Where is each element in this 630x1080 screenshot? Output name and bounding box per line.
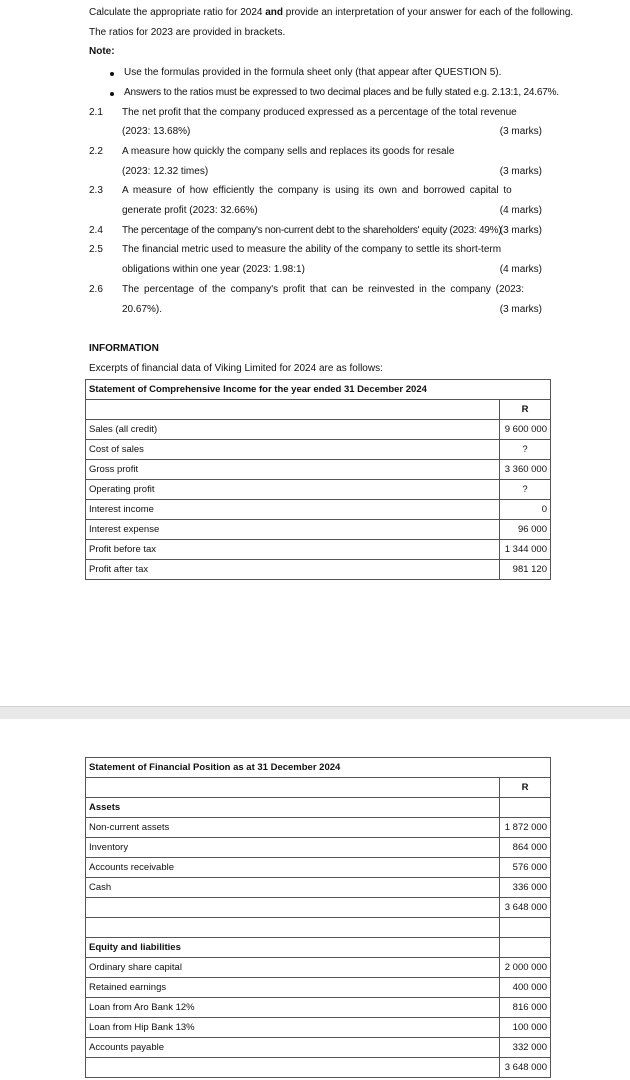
table-row bbox=[86, 540, 551, 560]
question-text: generate profit (2023: 32.66%) bbox=[122, 205, 258, 216]
table-row bbox=[86, 878, 551, 898]
question-number: 2.2 bbox=[89, 146, 103, 157]
row-value: 9 600 000 bbox=[500, 420, 551, 440]
question-marks: (3 marks) bbox=[499, 304, 542, 315]
table-row bbox=[86, 958, 551, 978]
row-value: 100 000 bbox=[500, 1018, 551, 1038]
table-row bbox=[86, 520, 551, 540]
currency-header: R bbox=[500, 400, 551, 420]
table-row bbox=[86, 938, 551, 958]
income-statement-title: Statement of Comprehensive Income for the year ended 31 December 2024 bbox=[86, 380, 551, 400]
row-value: ? bbox=[500, 480, 551, 500]
table-row bbox=[86, 898, 551, 918]
equity-heading: Equity and liabilities bbox=[86, 938, 500, 958]
table-row bbox=[86, 998, 551, 1018]
financial-position-table bbox=[85, 757, 551, 1078]
currency-header: R bbox=[500, 778, 551, 798]
question-text: The financial metric used to measure the ability of the company to settle its short-term bbox=[122, 244, 502, 255]
row-label: Sales (all credit) bbox=[86, 420, 500, 440]
row-value: 96 000 bbox=[500, 520, 551, 540]
row-label: Loan from Aro Bank 12% bbox=[86, 998, 500, 1018]
equity-total: 3 648 000 bbox=[500, 1058, 551, 1078]
assets-heading: Assets bbox=[86, 798, 500, 818]
question-marks: (3 marks) bbox=[499, 126, 542, 137]
income-statement-table bbox=[85, 379, 551, 580]
question-number: 2.6 bbox=[89, 284, 103, 295]
instruction-text: provide an interpretation of your answer for each of the following. bbox=[283, 7, 574, 18]
question-marks: (4 marks) bbox=[499, 205, 542, 216]
note-bullet-2: Answers to the ratios must be expressed to two decimal places and be fully stated e.g. 2.13:1, 24.67%. bbox=[124, 87, 559, 98]
question-number: 2.1 bbox=[89, 107, 103, 118]
row-label: Inventory bbox=[86, 838, 500, 858]
instruction-text: Calculate the appropriate ratio for 2024 bbox=[89, 7, 266, 18]
row-label: Accounts payable bbox=[86, 1038, 500, 1058]
row-value: 2 000 000 bbox=[500, 958, 551, 978]
table-row bbox=[86, 1018, 551, 1038]
row-label: Profit before tax bbox=[86, 540, 500, 560]
table-row bbox=[86, 798, 551, 818]
row-label: Profit after tax bbox=[86, 560, 500, 580]
information-heading: INFORMATION bbox=[89, 343, 159, 354]
row-value: 576 000 bbox=[500, 858, 551, 878]
table-title-row bbox=[86, 380, 551, 400]
information-excerpt: Excerpts of financial data of Viking Limited for 2024 are as follows: bbox=[89, 363, 383, 374]
row-label: Non-current assets bbox=[86, 818, 500, 838]
question-number: 2.4 bbox=[89, 225, 103, 236]
row-label: Interest expense bbox=[86, 520, 500, 540]
table-row bbox=[86, 818, 551, 838]
row-value: 400 000 bbox=[500, 978, 551, 998]
instruction-line-1 bbox=[89, 7, 573, 18]
question-marks: (3 marks) bbox=[499, 166, 542, 177]
row-value: 1 344 000 bbox=[500, 540, 551, 560]
row-value: 332 000 bbox=[500, 1038, 551, 1058]
question-text: The percentage of the company's non-current debt to the shareholders' equity (2023: 49%) bbox=[122, 225, 502, 236]
table-title-row bbox=[86, 758, 551, 778]
table-row bbox=[86, 778, 551, 798]
row-label: Accounts receivable bbox=[86, 858, 500, 878]
table-row bbox=[86, 440, 551, 460]
question-text: obligations within one year (2023: 1.98:1) bbox=[122, 264, 305, 275]
row-label: Gross profit bbox=[86, 460, 500, 480]
question-marks: (4 marks) bbox=[499, 264, 542, 275]
row-value: 1 872 000 bbox=[500, 818, 551, 838]
question-text: A measure of how efficiently the company is using its own and borrowed capital to bbox=[122, 185, 512, 196]
table-row bbox=[86, 918, 551, 938]
question-text: The percentage of the company's profit that can be reinvested in the company (2023: bbox=[122, 284, 525, 295]
table-row bbox=[86, 400, 551, 420]
document-page-2 bbox=[0, 719, 630, 1080]
row-label: Retained earnings bbox=[86, 978, 500, 998]
row-value: 0 bbox=[500, 500, 551, 520]
row-value: 981 120 bbox=[500, 560, 551, 580]
table-row bbox=[86, 560, 551, 580]
row-label: Loan from Hip Bank 13% bbox=[86, 1018, 500, 1038]
financial-position-title: Statement of Financial Position as at 31 December 2024 bbox=[86, 758, 551, 778]
page-separator bbox=[0, 706, 630, 720]
question-text: (2023: 12.32 times) bbox=[122, 166, 209, 177]
row-value: ? bbox=[500, 440, 551, 460]
table-row bbox=[86, 460, 551, 480]
bullet-icon bbox=[110, 72, 114, 76]
table-row bbox=[86, 480, 551, 500]
question-text: The net profit that the company produced expressed as a percentage of the total revenue bbox=[122, 107, 517, 118]
table-row bbox=[86, 838, 551, 858]
question-number: 2.5 bbox=[89, 244, 103, 255]
table-row bbox=[86, 978, 551, 998]
row-value: 864 000 bbox=[500, 838, 551, 858]
question-text: A measure how quickly the company sells and replaces its goods for resale bbox=[122, 146, 455, 157]
question-number: 2.3 bbox=[89, 185, 103, 196]
question-marks: (3 marks) bbox=[499, 225, 542, 236]
row-value: 3 360 000 bbox=[500, 460, 551, 480]
table-row bbox=[86, 1058, 551, 1078]
question-text: 20.67%). bbox=[122, 304, 163, 315]
row-value: 336 000 bbox=[500, 878, 551, 898]
note-bullet-1: Use the formulas provided in the formula sheet only (that appear after QUESTION 5). bbox=[124, 67, 502, 78]
assets-total: 3 648 000 bbox=[500, 898, 551, 918]
bullet-icon bbox=[110, 92, 114, 96]
note-label: Note: bbox=[89, 46, 115, 57]
row-label: Cash bbox=[86, 878, 500, 898]
row-label: Operating profit bbox=[86, 480, 500, 500]
table-row bbox=[86, 858, 551, 878]
table-row bbox=[86, 420, 551, 440]
instruction-emphasis: and bbox=[265, 7, 284, 18]
table-row bbox=[86, 500, 551, 520]
instruction-line-2: The ratios for 2023 are provided in brackets. bbox=[89, 27, 286, 38]
table-row bbox=[86, 1038, 551, 1058]
row-label: Ordinary share capital bbox=[86, 958, 500, 978]
row-label: Cost of sales bbox=[86, 440, 500, 460]
question-text: (2023: 13.68%) bbox=[122, 126, 191, 137]
row-label: Interest income bbox=[86, 500, 500, 520]
row-value: 816 000 bbox=[500, 998, 551, 1018]
